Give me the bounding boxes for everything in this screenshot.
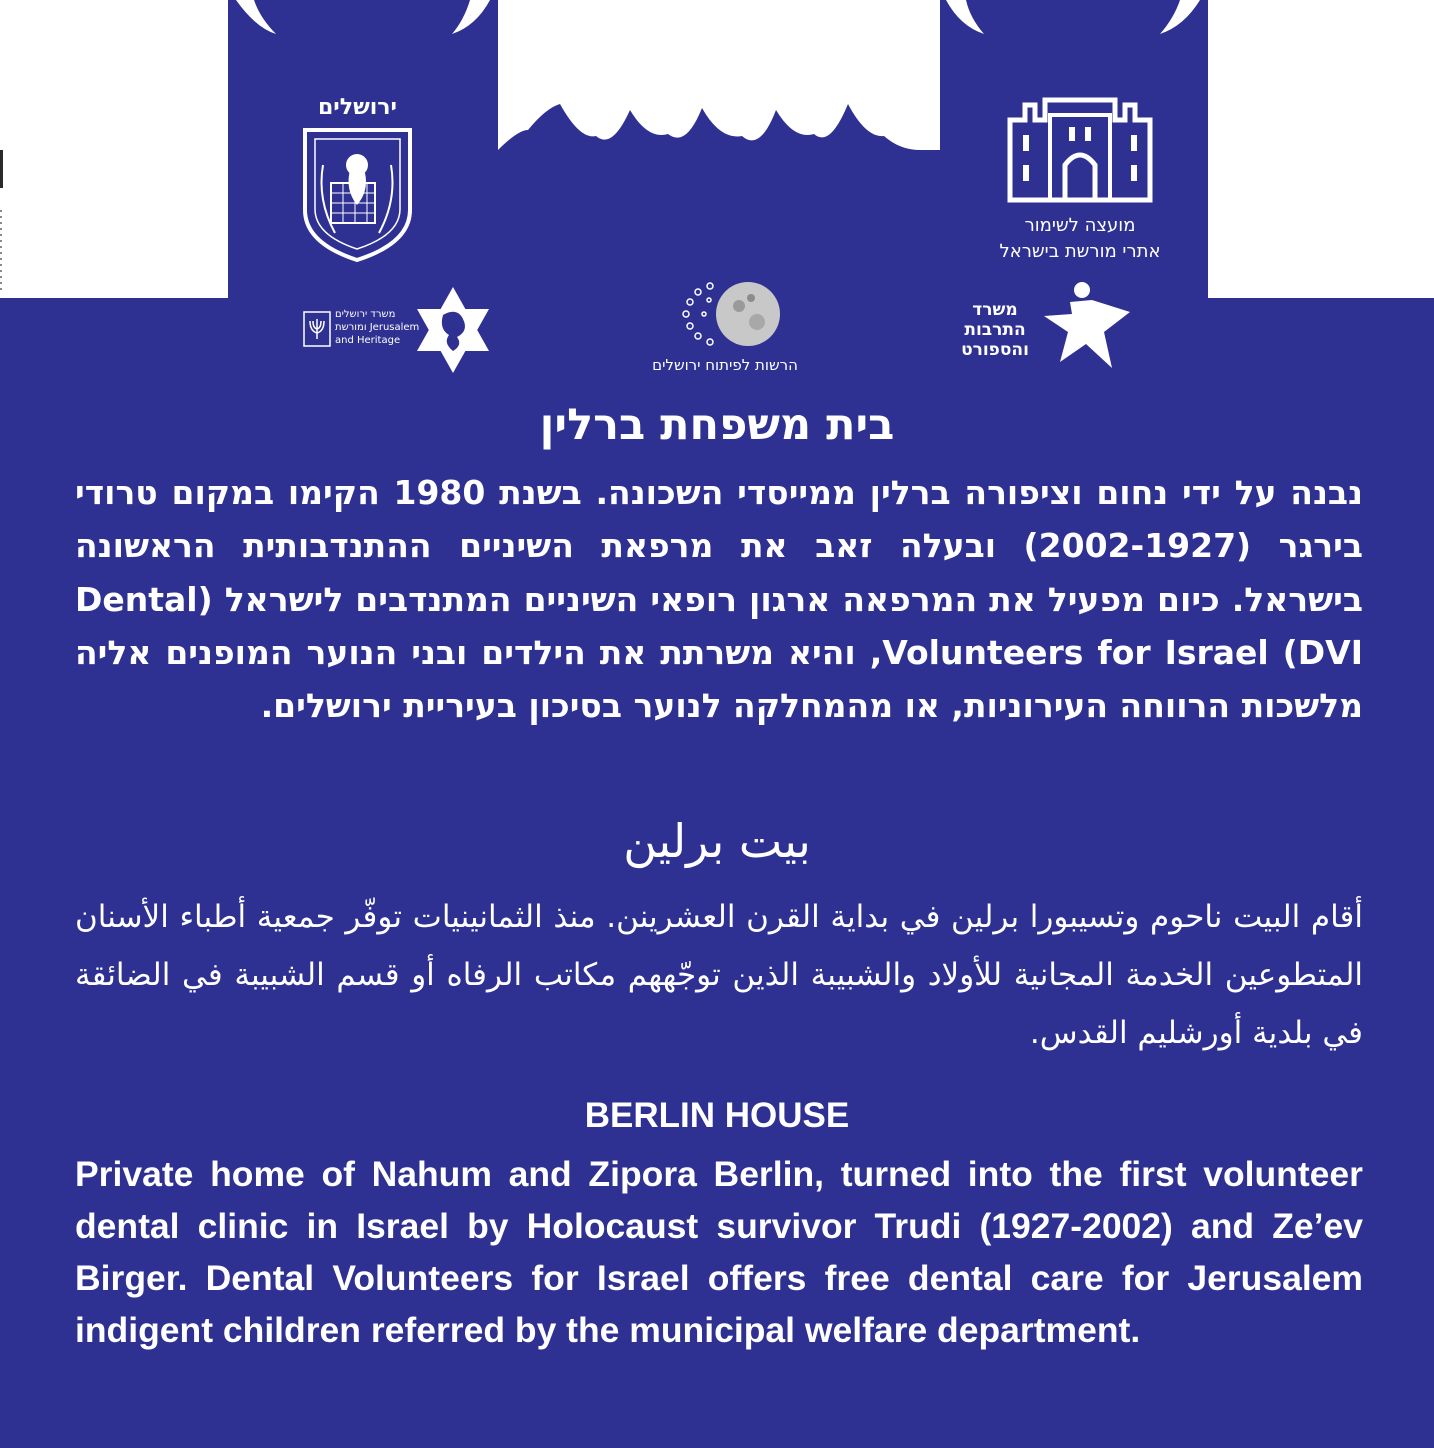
english-body: Private home of Nahum and Zipora Berlin, turned into the first volunteer dental clinic in Israel by Holocaust survivor Trudi (1927-2002) and Ze’ev Birger. Dental Volunteers for Israel offers free dental care for Jerusalem indigent children referred by the municipal welfare department. [75, 1154, 1363, 1350]
development-authority-logo [630, 278, 820, 378]
menorah-emblem-icon [303, 311, 331, 347]
culture-ministry-logo [955, 280, 1140, 375]
culture-ministry-line1: משרד [972, 300, 1018, 320]
jerusalem-ministry-line3: and Heritage [335, 335, 401, 346]
fortress-gate-icon [1005, 95, 1155, 205]
dotted-globe-icon [665, 278, 785, 350]
star-figure-icon [1040, 280, 1135, 370]
english-title: BERLIN HOUSE [584, 1096, 850, 1135]
hebrew-body: נבנה על ידי נחום וציפורה ברלין ממייסדי השכונה. בשנת 1980 הקימו במקום טרודי בירגר (2002-1927) ובעלה זאב את מרפאת השיניים ההתנדבותית הראשונה בישראל. כיום מפעיל את המרפאה ארגון רופאי השיניים המתנדבים לישראל (Dental Volunteers for Israel (DVI, והיא משרתת את הילדים ובני הנוער המופנים אליה מלשכות הרווחה העירוניות, או מהמחלקה לנוער בסיכון בעיריית ירושלים. [75, 473, 1363, 726]
heritage-council-logo [980, 95, 1180, 265]
jerusalem-emblem-logo [295, 95, 420, 265]
jerusalem-lion-emblem-icon [295, 125, 420, 265]
culture-ministry-line3: והספורט [961, 340, 1029, 360]
arabic-body: أقام البيت ناحوم وتسيبورا برلين في بداية القرن العشرينن. منذ الثمانينيات توفّر جمعية أطباء الأسنان المتطوعين الخدمة المجانية للأولاد والشبيبة الذين توجّههم مكاتب الرفاه أو قسم الشبيبة في الضائقة في بلدية أورشليم القدس. [75, 899, 1363, 1051]
edge-dots [0, 210, 2, 290]
star-of-david-lion-icon [413, 285, 493, 375]
arabic-title: بيت برلين [623, 814, 811, 868]
hebrew-title: בית משפחת ברלין [539, 400, 895, 450]
heritage-council-line1: מועצה לשימור [1024, 215, 1136, 236]
culture-ministry-line2: התרבות [964, 320, 1026, 340]
jerusalem-label: ירושלים [317, 95, 398, 120]
heritage-council-line2: אתרי מורשת בישראל [999, 241, 1161, 262]
jerusalem-heritage-ministry-logo [303, 285, 493, 375]
jerusalem-ministry-line1: משרד ירושלים [335, 309, 396, 320]
development-authority-label: הרשות לפיתוח ירושלים [652, 356, 798, 374]
edge-mark [0, 150, 3, 188]
jerusalem-ministry-line2: ומורשת Jerusalem [335, 322, 420, 333]
